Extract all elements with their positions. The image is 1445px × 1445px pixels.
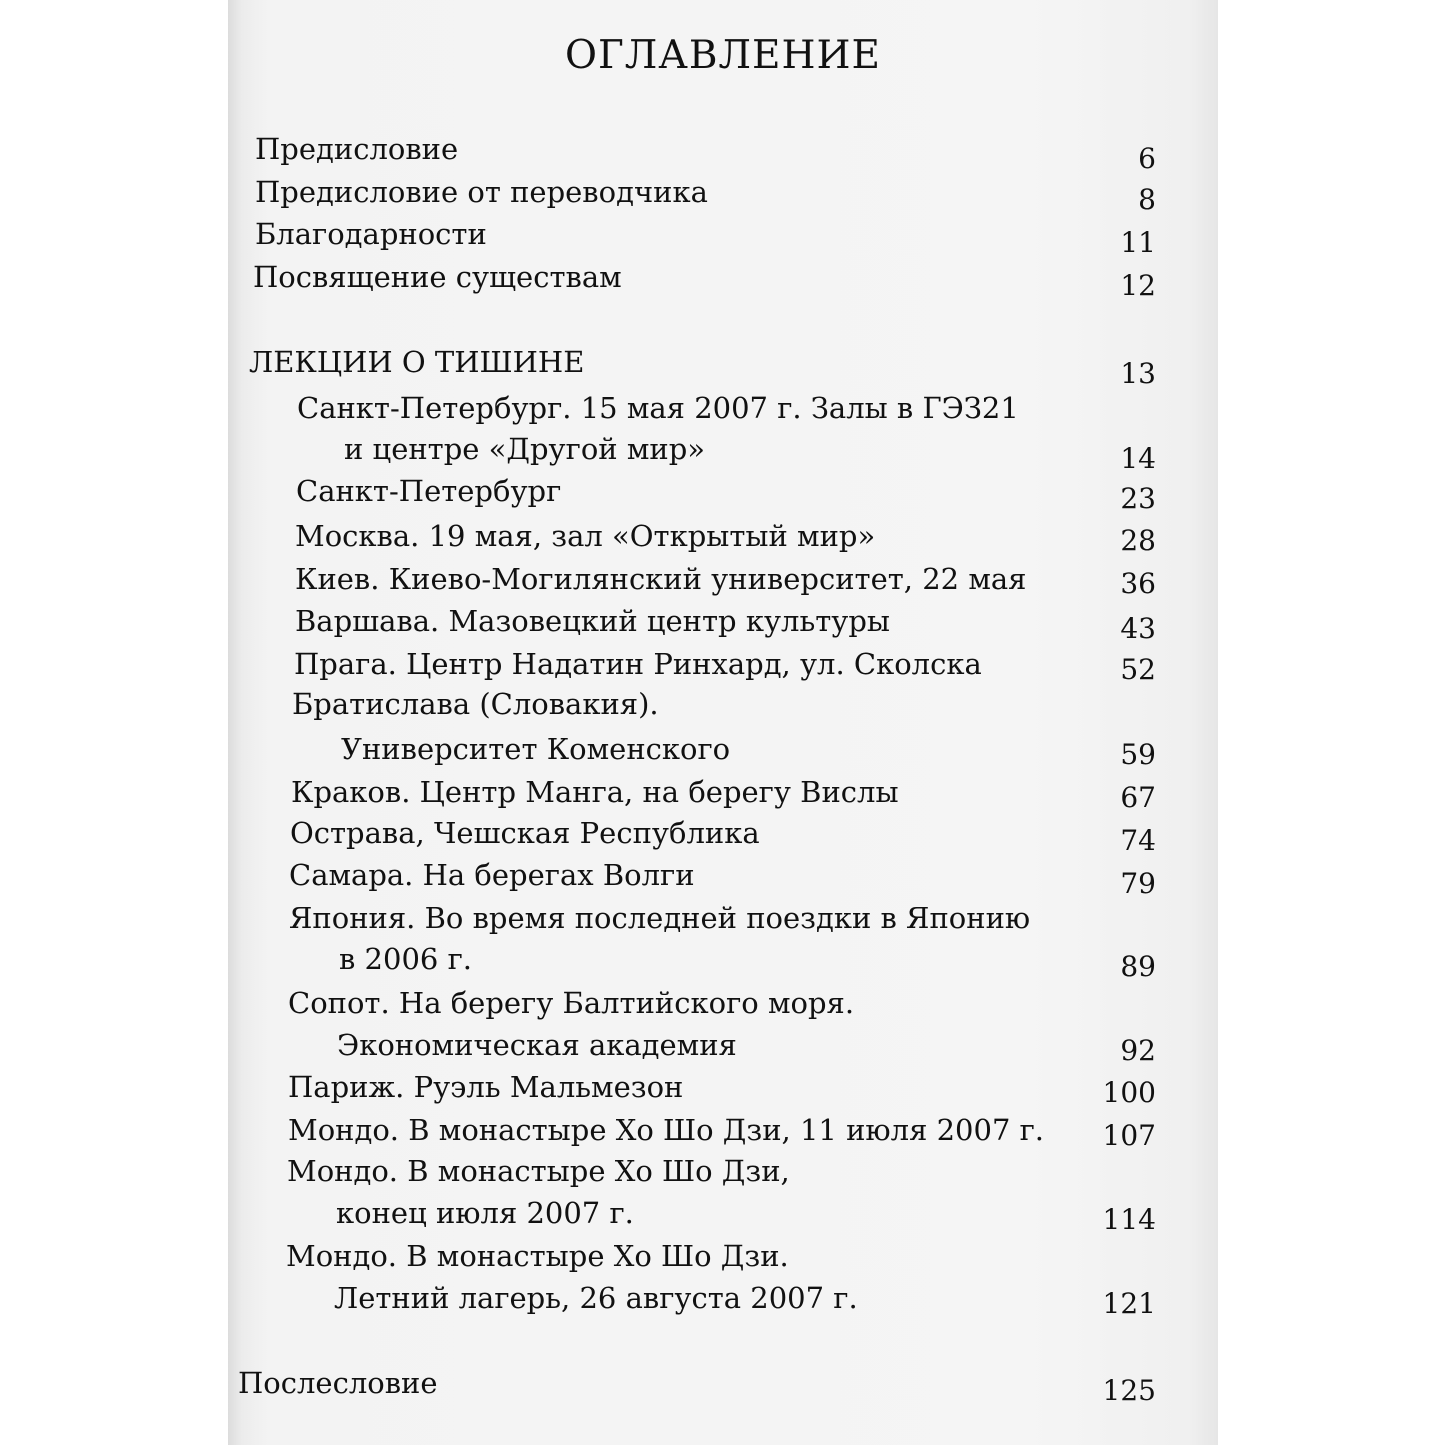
toc-entry-page: 43 [1120, 612, 1156, 645]
toc-entry-title: Мондо. В монастыре Хо Шо Дзи. [286, 1239, 789, 1273]
toc-entry-title: Мондо. В монастыре Хо Шо Дзи, [287, 1154, 790, 1188]
toc-entry-title: Санкт-Петербург. 15 мая 2007 г. Залы в ГЭЗ21 [297, 391, 1019, 425]
toc-entry-continuation: Экономическая академия [337, 1028, 737, 1062]
toc-entry-continuation: конец июля 2007 г. [336, 1196, 634, 1230]
toc-entry-page: 52 [1120, 653, 1156, 686]
toc-entry-page: 13 [1120, 357, 1156, 390]
toc-entry-title: Братислава (Словакия). [292, 687, 659, 721]
toc-entry-page: 100 [1102, 1076, 1156, 1109]
toc-entry-page: 74 [1120, 824, 1156, 857]
toc-entry-title: Благодарности [255, 217, 487, 251]
toc-entry-title: Москва. 19 мая, зал «Открытый мир» [295, 519, 876, 553]
book-page [228, 0, 1218, 1445]
toc-entry-page: 89 [1120, 950, 1156, 983]
section-heading: ЛЕКЦИИ О ТИШИНЕ [249, 345, 585, 379]
toc-entry-page: 59 [1120, 738, 1156, 771]
toc-entry-title: Япония. Во время последней поездки в Японию [289, 901, 1031, 935]
toc-entry-title: Париж. Руэль Мальмезон [288, 1070, 684, 1104]
toc-entry-page: 14 [1120, 442, 1156, 475]
toc-entry-page: 107 [1102, 1119, 1156, 1152]
toc-entry-title: Послесловие [238, 1366, 438, 1400]
toc-entry-continuation: и центре «Другой мир» [344, 432, 706, 466]
toc-entry-continuation: в 2006 г. [339, 942, 472, 976]
toc-entry-title: Острава, Чешская Республика [290, 816, 760, 850]
toc-entry-page: 6 [1138, 142, 1156, 175]
page-title: ОГЛАВЛЕНИЕ [564, 33, 882, 78]
toc-entry-page: 23 [1120, 482, 1156, 515]
toc-entry-page: 8 [1138, 183, 1156, 216]
toc-entry-title: Киев. Киево-Могилянский университет, 22 мая [295, 562, 1027, 596]
toc-entry-title: Предисловие [255, 132, 459, 166]
toc-entry-title: Варшава. Мазовецкий центр культуры [295, 604, 890, 638]
toc-entry-title: Посвящение существам [253, 260, 622, 294]
toc-entry-title: Сопот. На берегу Балтийского моря. [288, 986, 855, 1020]
toc-entry-page: 79 [1120, 867, 1156, 900]
toc-entry-page: 28 [1120, 524, 1156, 557]
toc-entry-title: Мондо. В монастыре Хо Шо Дзи, 11 июля 2007 г. [288, 1113, 1045, 1147]
toc-entry-page: 36 [1120, 567, 1156, 600]
toc-entry-title: Предисловие от переводчика [255, 175, 708, 209]
toc-entry-page: 114 [1102, 1203, 1156, 1236]
toc-entry-page: 67 [1120, 781, 1156, 814]
toc-entry-page: 121 [1102, 1287, 1156, 1320]
toc-entry-page: 125 [1102, 1374, 1156, 1407]
toc-entry-title: Самара. На берегах Волги [289, 858, 695, 892]
toc-entry-continuation: Университет Коменского [341, 732, 731, 766]
toc-entry-page: 12 [1120, 269, 1156, 302]
toc-entry-title: Краков. Центр Манга, на берегу Вислы [291, 775, 899, 809]
toc-entry-page: 92 [1120, 1034, 1156, 1067]
toc-entry-title: Прага. Центр Надатин Ринхард, ул. Сколска [294, 647, 982, 681]
toc-entry-title: Санкт-Петербург [296, 474, 562, 508]
toc-entry-page: 11 [1120, 226, 1156, 259]
toc-entry-continuation: Летний лагерь, 26 августа 2007 г. [334, 1281, 858, 1315]
